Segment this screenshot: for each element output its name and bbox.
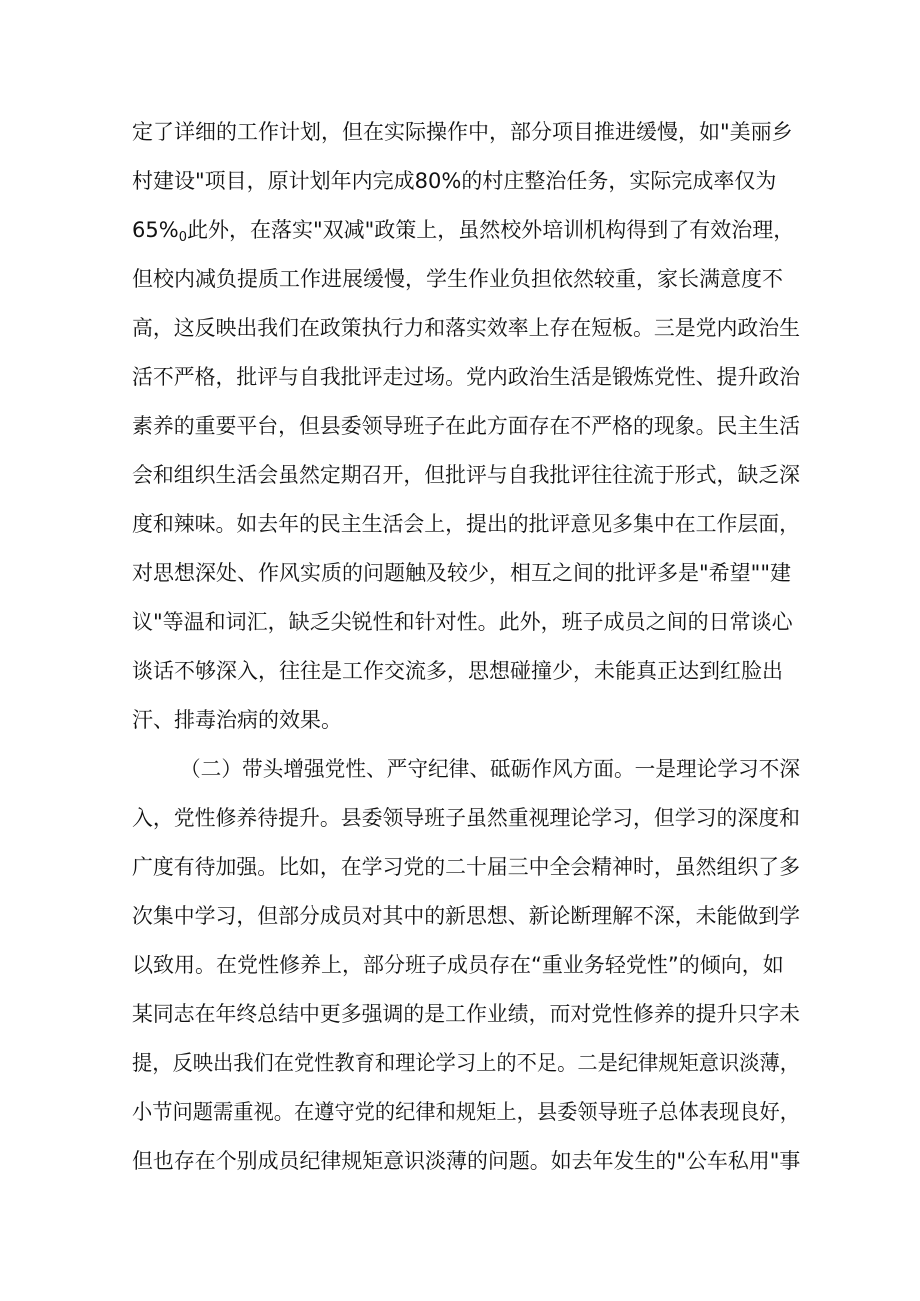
text-line: 定了详细的工作计划，但在实际操作中，部分项目推进缓慢，如"美丽乡 bbox=[132, 120, 793, 144]
text-fragment: 此外，在落实"双减"政策上，虽然校外培训机构得到了有效治理， bbox=[186, 218, 795, 242]
text-line: 素养的重要平台，但县委领导班子在此方面存在不严格的现象。民主生活 bbox=[132, 414, 800, 438]
text-line: 高，这反映出我们在政策执行力和落实效率上存在短板。三是党内政治生 bbox=[132, 316, 800, 340]
text-line: 提，反映出我们在党性教育和理论学习上的不足。二是纪律规矩意识淡薄， bbox=[132, 1051, 800, 1075]
text-line: 村建设"项目，原计划年内完成80%的村庄整治任务，实际完成率仅为 bbox=[132, 169, 777, 193]
text-fragment: 65% bbox=[132, 218, 179, 242]
text-line: 活不严格，批评与自我批评走过场。党内政治生活是锻炼党性、提升政治 bbox=[132, 365, 800, 389]
text-line bbox=[132, 215, 794, 245]
text-line: 某同志在年终总结中更多强调的是工作业绩，而对党性修养的提升只字未 bbox=[132, 1002, 800, 1026]
section-heading-line: （二）带头增强党性、严守纪律、砥砺作风方面。一是理论学习不深 bbox=[180, 757, 800, 781]
text-line: 会和组织生活会虽然定期召开，但批评与自我批评往往流于形式，缺乏深 bbox=[132, 463, 800, 487]
text-line: 汗、排毒治病的效果。 bbox=[132, 708, 342, 732]
text-line: 谈话不够深入，往往是工作交流多，思想碰撞少，未能真正达到红脸出 bbox=[132, 659, 783, 683]
text-fragment: 0 bbox=[178, 230, 187, 245]
text-line: 次集中学习，但部分成员对其中的新思想、新论断理解不深，未能做到学 bbox=[132, 904, 800, 928]
text-line: 小节问题需重视。在遵守党的纪律和规矩上，县委领导班子总体表现良好， bbox=[132, 1100, 800, 1124]
text-line: 议"等温和词汇，缺乏尖锐性和针对性。此外，班子成员之间的日常谈心 bbox=[132, 610, 793, 634]
text-line: 但校内减负提质工作进展缓慢，学生作业负担依然较重，家长满意度不 bbox=[132, 267, 783, 291]
text-line: 度和辣味。如去年的民主生活会上，提出的批评意见多集中在工作层面， bbox=[132, 512, 800, 536]
text-line: 广度有待加强。比如，在学习党的二十届三中全会精神时，虽然组织了多 bbox=[132, 855, 800, 879]
text-line: 但也存在个别成员纪律规矩意识淡薄的问题。如去年发生的"公车私用"事 bbox=[132, 1149, 801, 1173]
text-line: 以致用。在党性修养上，部分班子成员存在“重业务轻党性”的倾向，如 bbox=[132, 953, 784, 977]
text-line: 对思想深处、作风实质的问题触及较少，相互之间的批评多是"希望""建 bbox=[132, 561, 791, 585]
text-line: 入，党性修养待提升。县委领导班子虽然重视理论学习，但学习的深度和 bbox=[132, 806, 800, 830]
